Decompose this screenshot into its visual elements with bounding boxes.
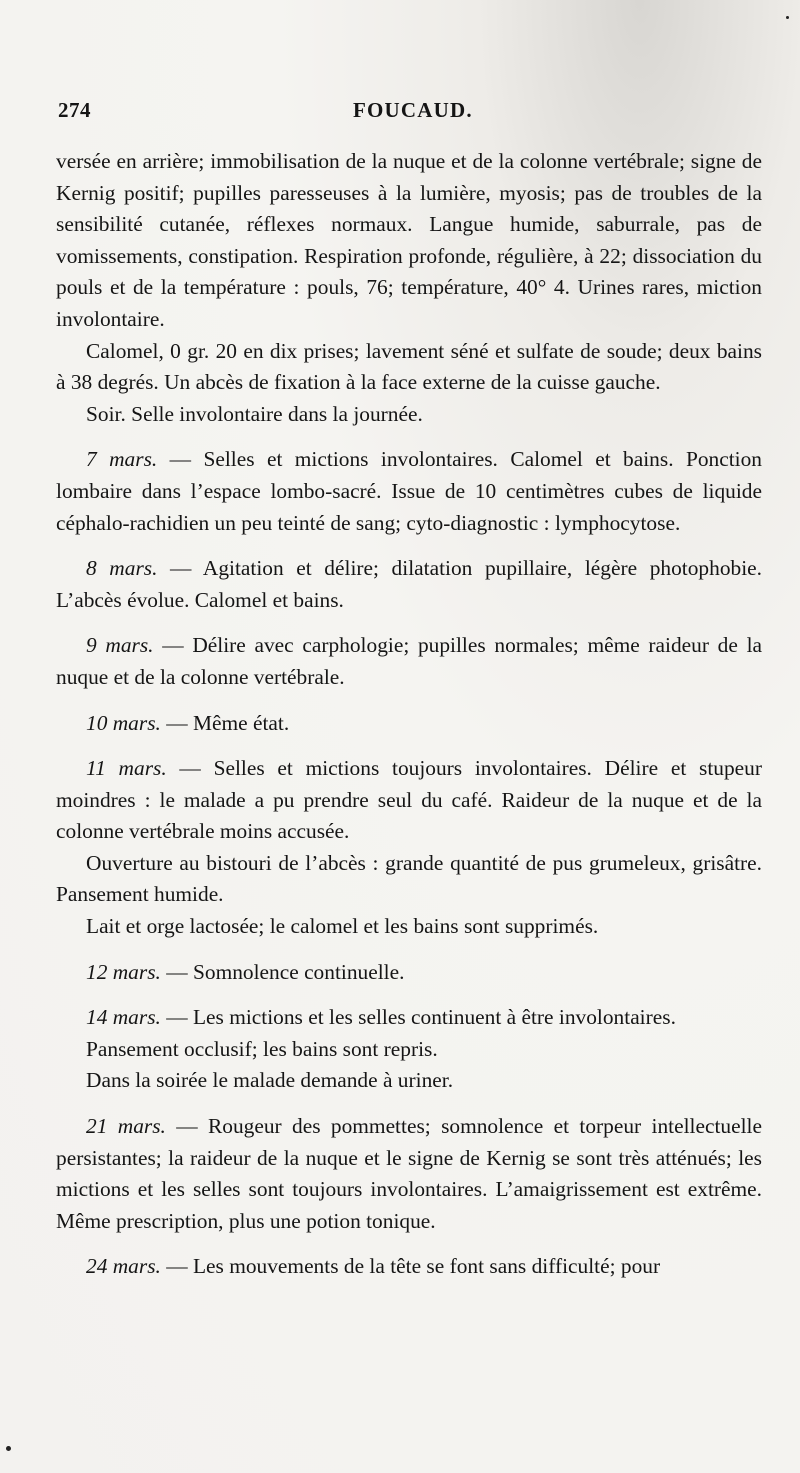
entry-date: 14 mars. xyxy=(86,1005,161,1030)
paragraph-text: Ouverture au bistouri de l’abcès : grande quantité de pus grumeleux, grisâtre. Pansement humide. xyxy=(56,850,762,907)
dated-entry xyxy=(56,1251,762,1283)
paragraph-text: — Les mictions et les selles continuent à être involontaires. xyxy=(160,1005,676,1030)
dated-entry xyxy=(56,957,762,989)
entry-date: 24 mars. xyxy=(86,1254,161,1279)
entry-date: 7 mars. xyxy=(86,447,158,472)
entry-date: 10 mars. xyxy=(86,710,161,735)
paragraph-text: Calomel, 0 gr. 20 en dix prises; lavement séné et sulfate de soude; deux bains à 38 degrés. Un abcès de fixation à la face externe de la cuisse gauche. xyxy=(56,338,762,395)
dated-entry xyxy=(56,630,762,693)
paragraph xyxy=(56,399,762,431)
paragraph-text: Lait et orge lactosée; le calomel et les bains sont supprimés. xyxy=(86,914,599,939)
paragraph-text: — Selles et mictions involontaires. Calomel et bains. Ponction lombaire dans l’espace lombo-sacré. Issue de 10 centimètres cubes de liquide céphalo-rachidien un peu teinté de sang; cyto-diagnostic : lymphocytose. xyxy=(56,447,763,535)
paragraph-text: — Rougeur des pommettes; somnolence et torpeur intellectuelle persistantes; la raideur de la nuque et le signe de Kernig se sont très atténués; les mictions et les selles sont toujours involontaires. L’amaigrissement est extrême. Même prescription, plus une potion tonique. xyxy=(56,1114,762,1233)
paragraph xyxy=(56,1065,762,1097)
entry-date: 21 mars. xyxy=(86,1114,166,1139)
page-number: 274 xyxy=(58,98,91,122)
paragraph-text: Soir. Selle involontaire dans la journée. xyxy=(86,401,423,426)
body-text xyxy=(56,146,762,1283)
paragraph xyxy=(56,146,762,336)
ink-speck xyxy=(786,16,789,19)
entry-date: 11 mars. xyxy=(86,756,167,781)
paragraph xyxy=(56,911,762,943)
ink-speck xyxy=(6,1446,11,1451)
paragraph xyxy=(56,1034,762,1066)
page-header xyxy=(58,98,760,128)
paragraph-text: — Même état. xyxy=(160,710,290,735)
dated-entry xyxy=(56,753,762,848)
paragraph-text: Pansement occlusif; les bains sont repris. xyxy=(86,1036,438,1061)
dated-entry xyxy=(56,1111,762,1237)
running-title: FOUCAUD. xyxy=(353,98,473,122)
entry-date: 12 mars. xyxy=(86,959,161,984)
paragraph-text: Dans la soirée le malade demande à uriner. xyxy=(86,1068,454,1093)
paragraph-text: — Les mouvements de la tête se font sans difficulté; pour xyxy=(160,1254,661,1279)
dated-entry xyxy=(56,708,762,740)
dated-entry xyxy=(56,444,762,539)
paragraph-text: versée en arrière; immobilisation de la nuque et de la colonne vertébrale; signe de Kernig positif; pupilles paresseuses à la lumière, myosis; pas de troubles de la sensibilité cutanée, réflexes normaux. Langue humide, saburrale, pas de vomissements, constipation. Respiration profonde, régulière, à 22; dissociation du pouls et de la température : pouls, 76; température, 40° 4. Urines rares, miction involontaire. xyxy=(56,149,762,331)
dated-entry xyxy=(56,553,762,616)
paragraph-text: — Délire avec carphologie; pupilles normales; même raideur de la nuque et de la colonne vertébrale. xyxy=(56,633,763,689)
paragraph-text: — Selles et mictions toujours involontaires. Délire et stupeur moindres : le malade a pu prendre seul du café. Raideur de la nuque et de la colonne vertébrale moins accusée. xyxy=(56,756,762,844)
paragraph xyxy=(56,336,762,399)
paragraph xyxy=(56,848,762,911)
paragraph-text: — Agitation et délire; dilatation pupillaire, légère photophobie. L’abcès évolue. Calomel et bains. xyxy=(56,556,762,612)
paragraph-text: — Somnolence continuelle. xyxy=(160,959,405,984)
entry-date: 8 mars. xyxy=(86,556,158,581)
dated-entry xyxy=(56,1002,762,1034)
entry-date: 9 mars. xyxy=(86,633,154,658)
